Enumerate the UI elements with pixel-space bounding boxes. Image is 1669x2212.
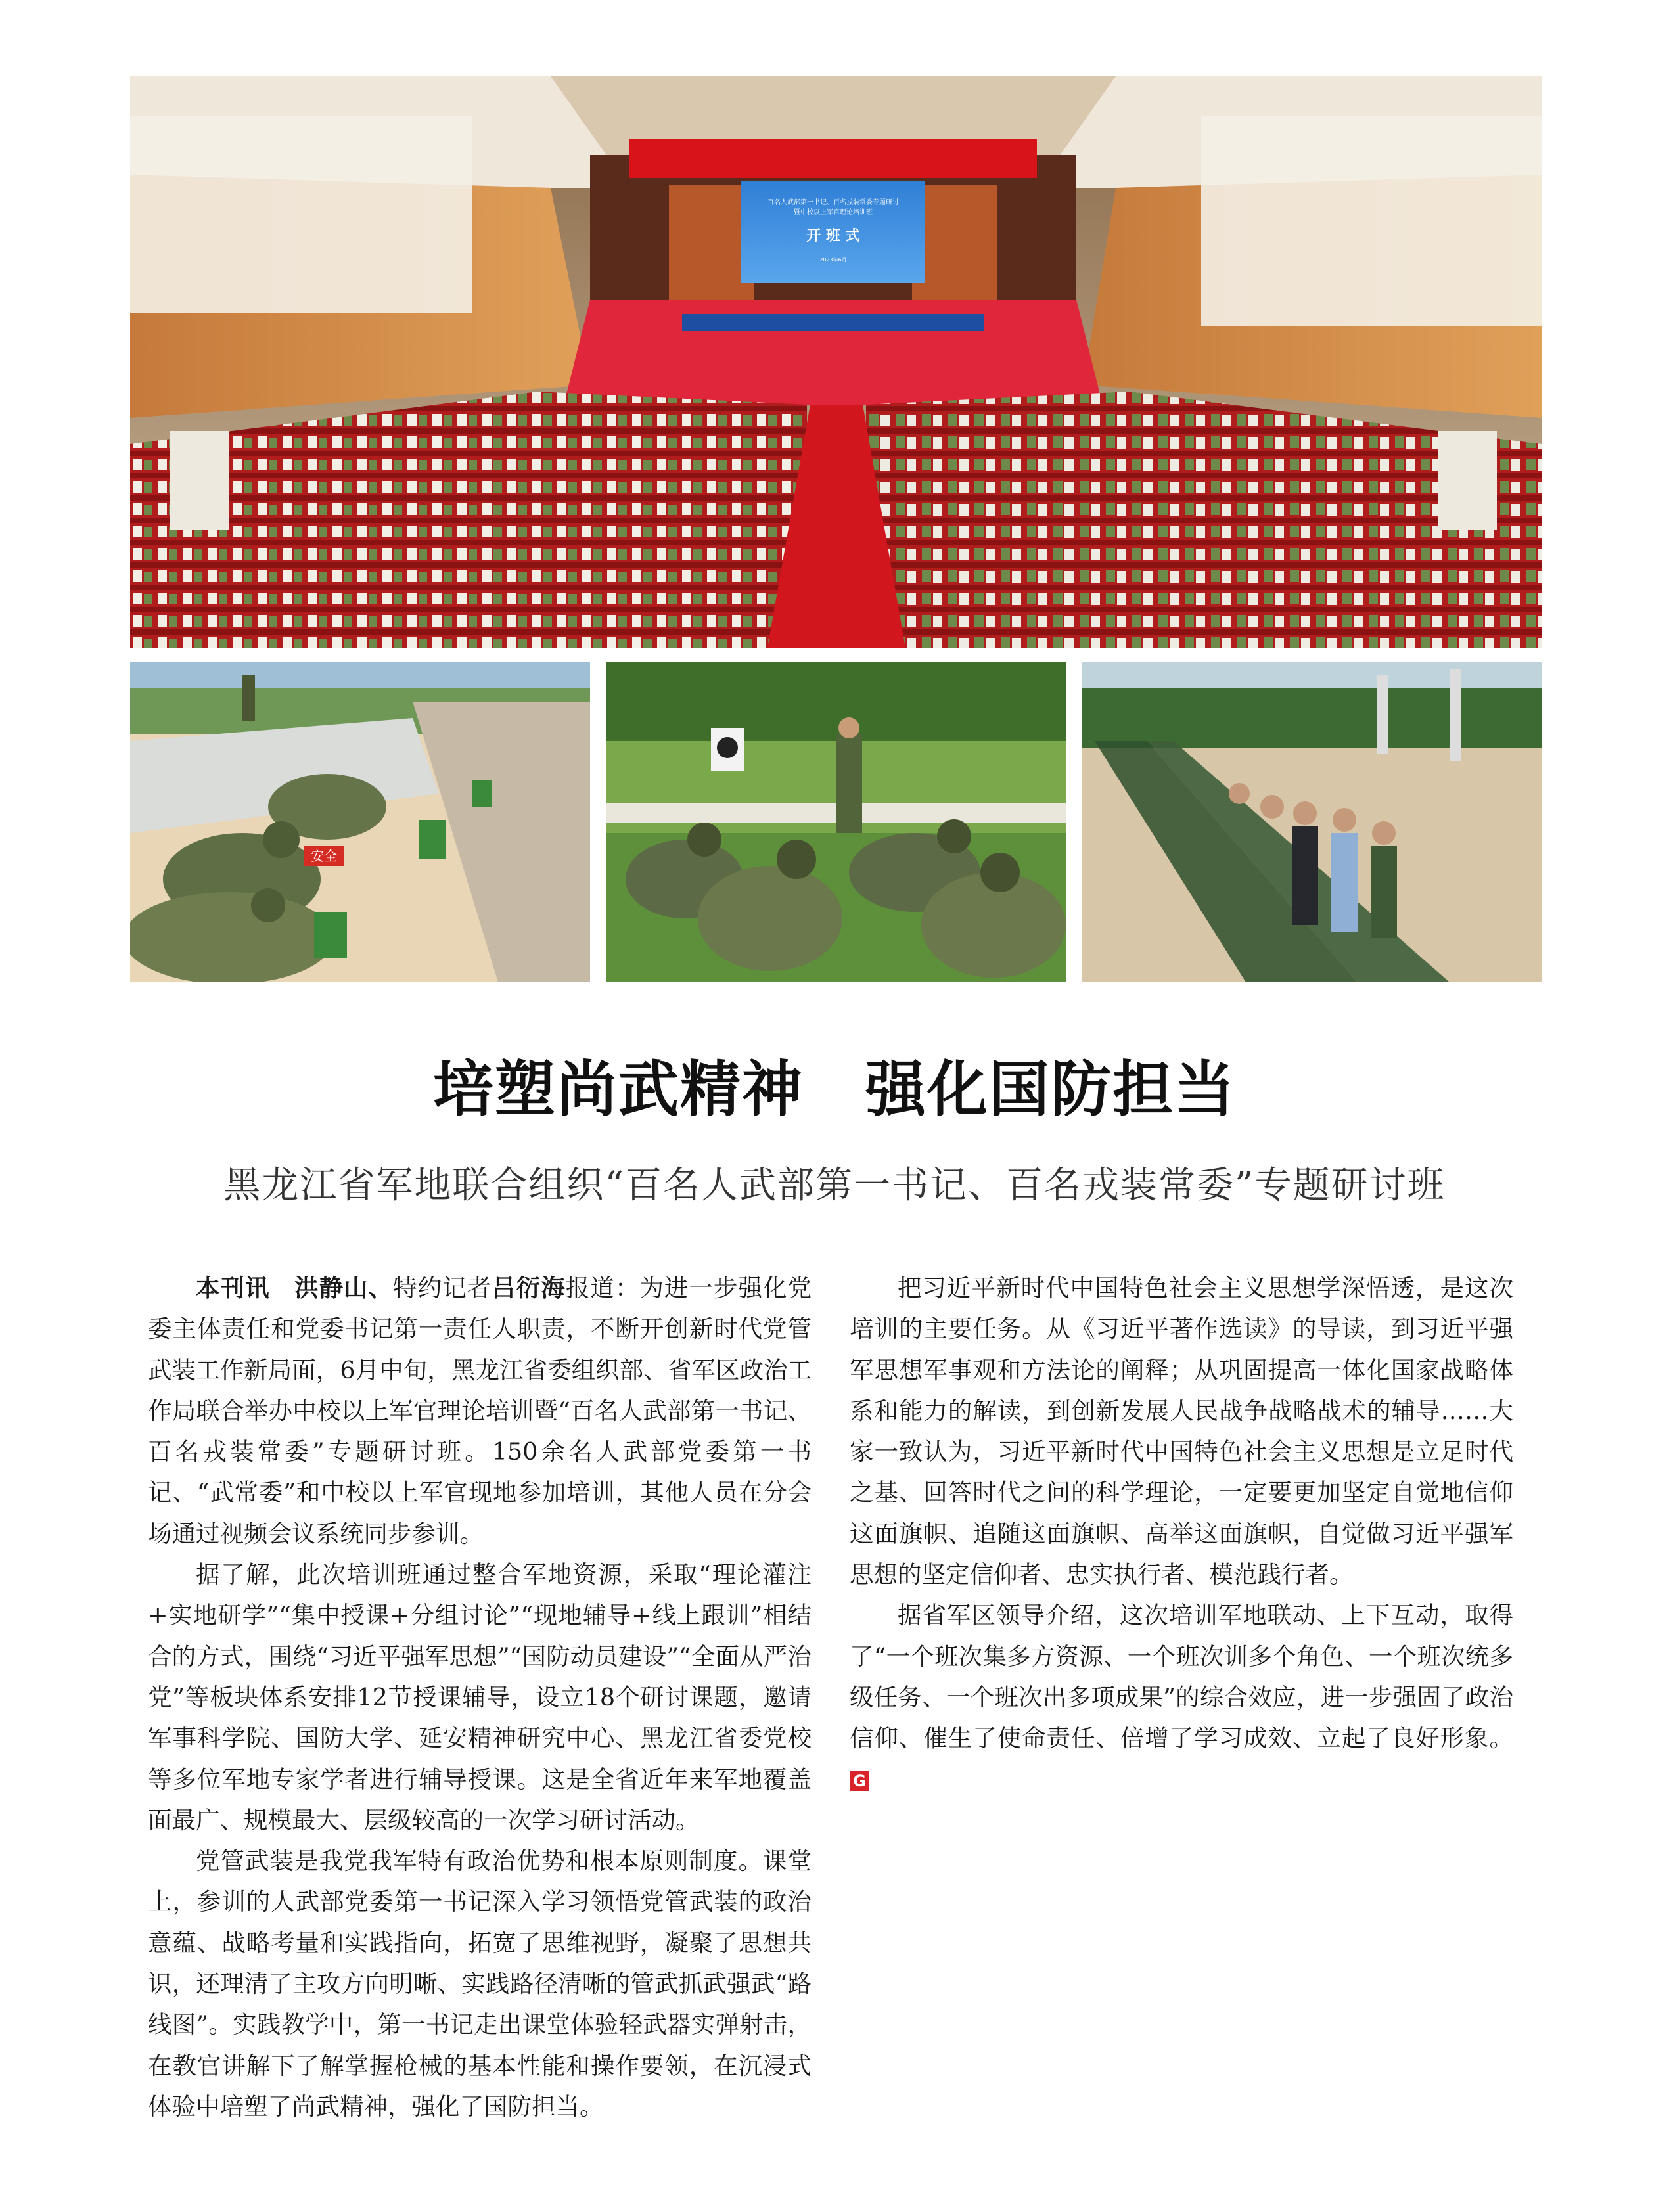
banner-line1: 百名人武部第一书记、百名戎装常委专题研讨 — [767, 199, 899, 206]
article-subtitle: 黑龙江省军地联合组织“百名人武部第一书记、百名戎装常委”专题研讨班 — [223, 1164, 1446, 1207]
paragraph-3: 党管武装是我党我军特有政治优势和根本原则制度。课堂上，参训的人武部党委第一书记深入学习领悟党管武装的政治意蕴、战略考量和实践指向，拓宽了思维视野，凝聚了思想共识，还理清了主攻方向明晰、实践路径清晰的管武抓武强武“路线图”。实践教学中，第一书记走出课堂体验轻武器实弹射击，在教官讲解下了解掌握枪械的基本性能和操作要领，在沉浸式体验中培塑了尚武精神，强化了国防担当。 — [148, 1847, 812, 2121]
paragraph-2: 据了解，此次培训班通过整合军地资源，采取“理论灌注+实地研学”“集中授课+分组讨论”“现地辅导+线上跟训”相结合的方式，围绕“习近平强军思想”“国防动员建设”“全面从严治党”等板块体系安排12节授课辅导，设立18个研讨课题，邀请军事科学院、国防大学、延安精神研究中心、黑龙江省委党校等多位军地专家学者进行辅导授课。这是全省近年来军地覆盖面最广、规模最大、层级较高的一次学习研讨活动。 — [148, 1560, 812, 1834]
demonstration-photo — [606, 662, 1066, 982]
banner-line2: 暨中校以上军官理论培训班 — [794, 209, 873, 216]
end-mark-icon: G — [850, 1771, 869, 1791]
banner-main: 开 班 式 — [806, 228, 860, 244]
armband-text: 安全 — [311, 848, 337, 864]
auditorium-photo — [130, 76, 1542, 648]
paragraph-1 — [148, 1268, 812, 1554]
lead-credit: 本刊讯 洪静山、 — [196, 1274, 394, 1302]
article-column-left — [148, 1268, 812, 2127]
article-title: 培塑尚武精神 强化国防担当 — [432, 1054, 1236, 1125]
paragraph-5 — [850, 1595, 1513, 1799]
reporter-role: 特约记者 — [393, 1274, 492, 1302]
article-column-right — [850, 1268, 1513, 1800]
paragraph-5-text: 据省军区领导介绍，这次培训军地联动、上下互动，取得了“一个班次集多方资源、一个班次训多个角色、一个班次统多级任务、一个班次出多项成果”的综合效应，进一步强固了政治信仰、催生了使命责任、倍增了学习成效、立起了良好形象。 — [850, 1601, 1513, 1753]
banner-date: 2023年6月 — [819, 257, 847, 263]
reporter-name: 吕衍海 — [492, 1274, 566, 1302]
prone-firing-photo — [130, 662, 590, 982]
paragraph-4: 把习近平新时代中国特色社会主义思想学深悟透，是这次培训的主要任务。从《习近平著作选读》的导读，到习近平强军思想军事观和方法论的阐释；从巩固提高一体化国家战略体系和能力的解读，到创新发展人民战争战略战术的辅导……大家一致认为，习近平新时代中国特色社会主义思想是立足时代之基、回答时代之问的科学理论，一定要更加坚定自觉地信仰这面旗帜、追随这面旗帜、高举这面旗帜，自觉做习近平强军思想的坚定信仰者、忠实执行者、模范践行者。 — [850, 1274, 1513, 1589]
paragraph-1-text: 报道：为进一步强化党委主体责任和党委书记第一责任人职责，不断开创新时代党管武装工作新局面，6月中旬，黑龙江省委组织部、省军区政治工作局联合举办中校以上军官理论培训暨“百名人武部第一书记、百名戎装常委”专题研讨班。150余名人武部党委第一书记、“武常委”和中校以上军官现地参加培训，其他人员在分会场通过视频会议系统同步参训。 — [148, 1274, 812, 1548]
marching-photo — [1082, 662, 1542, 982]
